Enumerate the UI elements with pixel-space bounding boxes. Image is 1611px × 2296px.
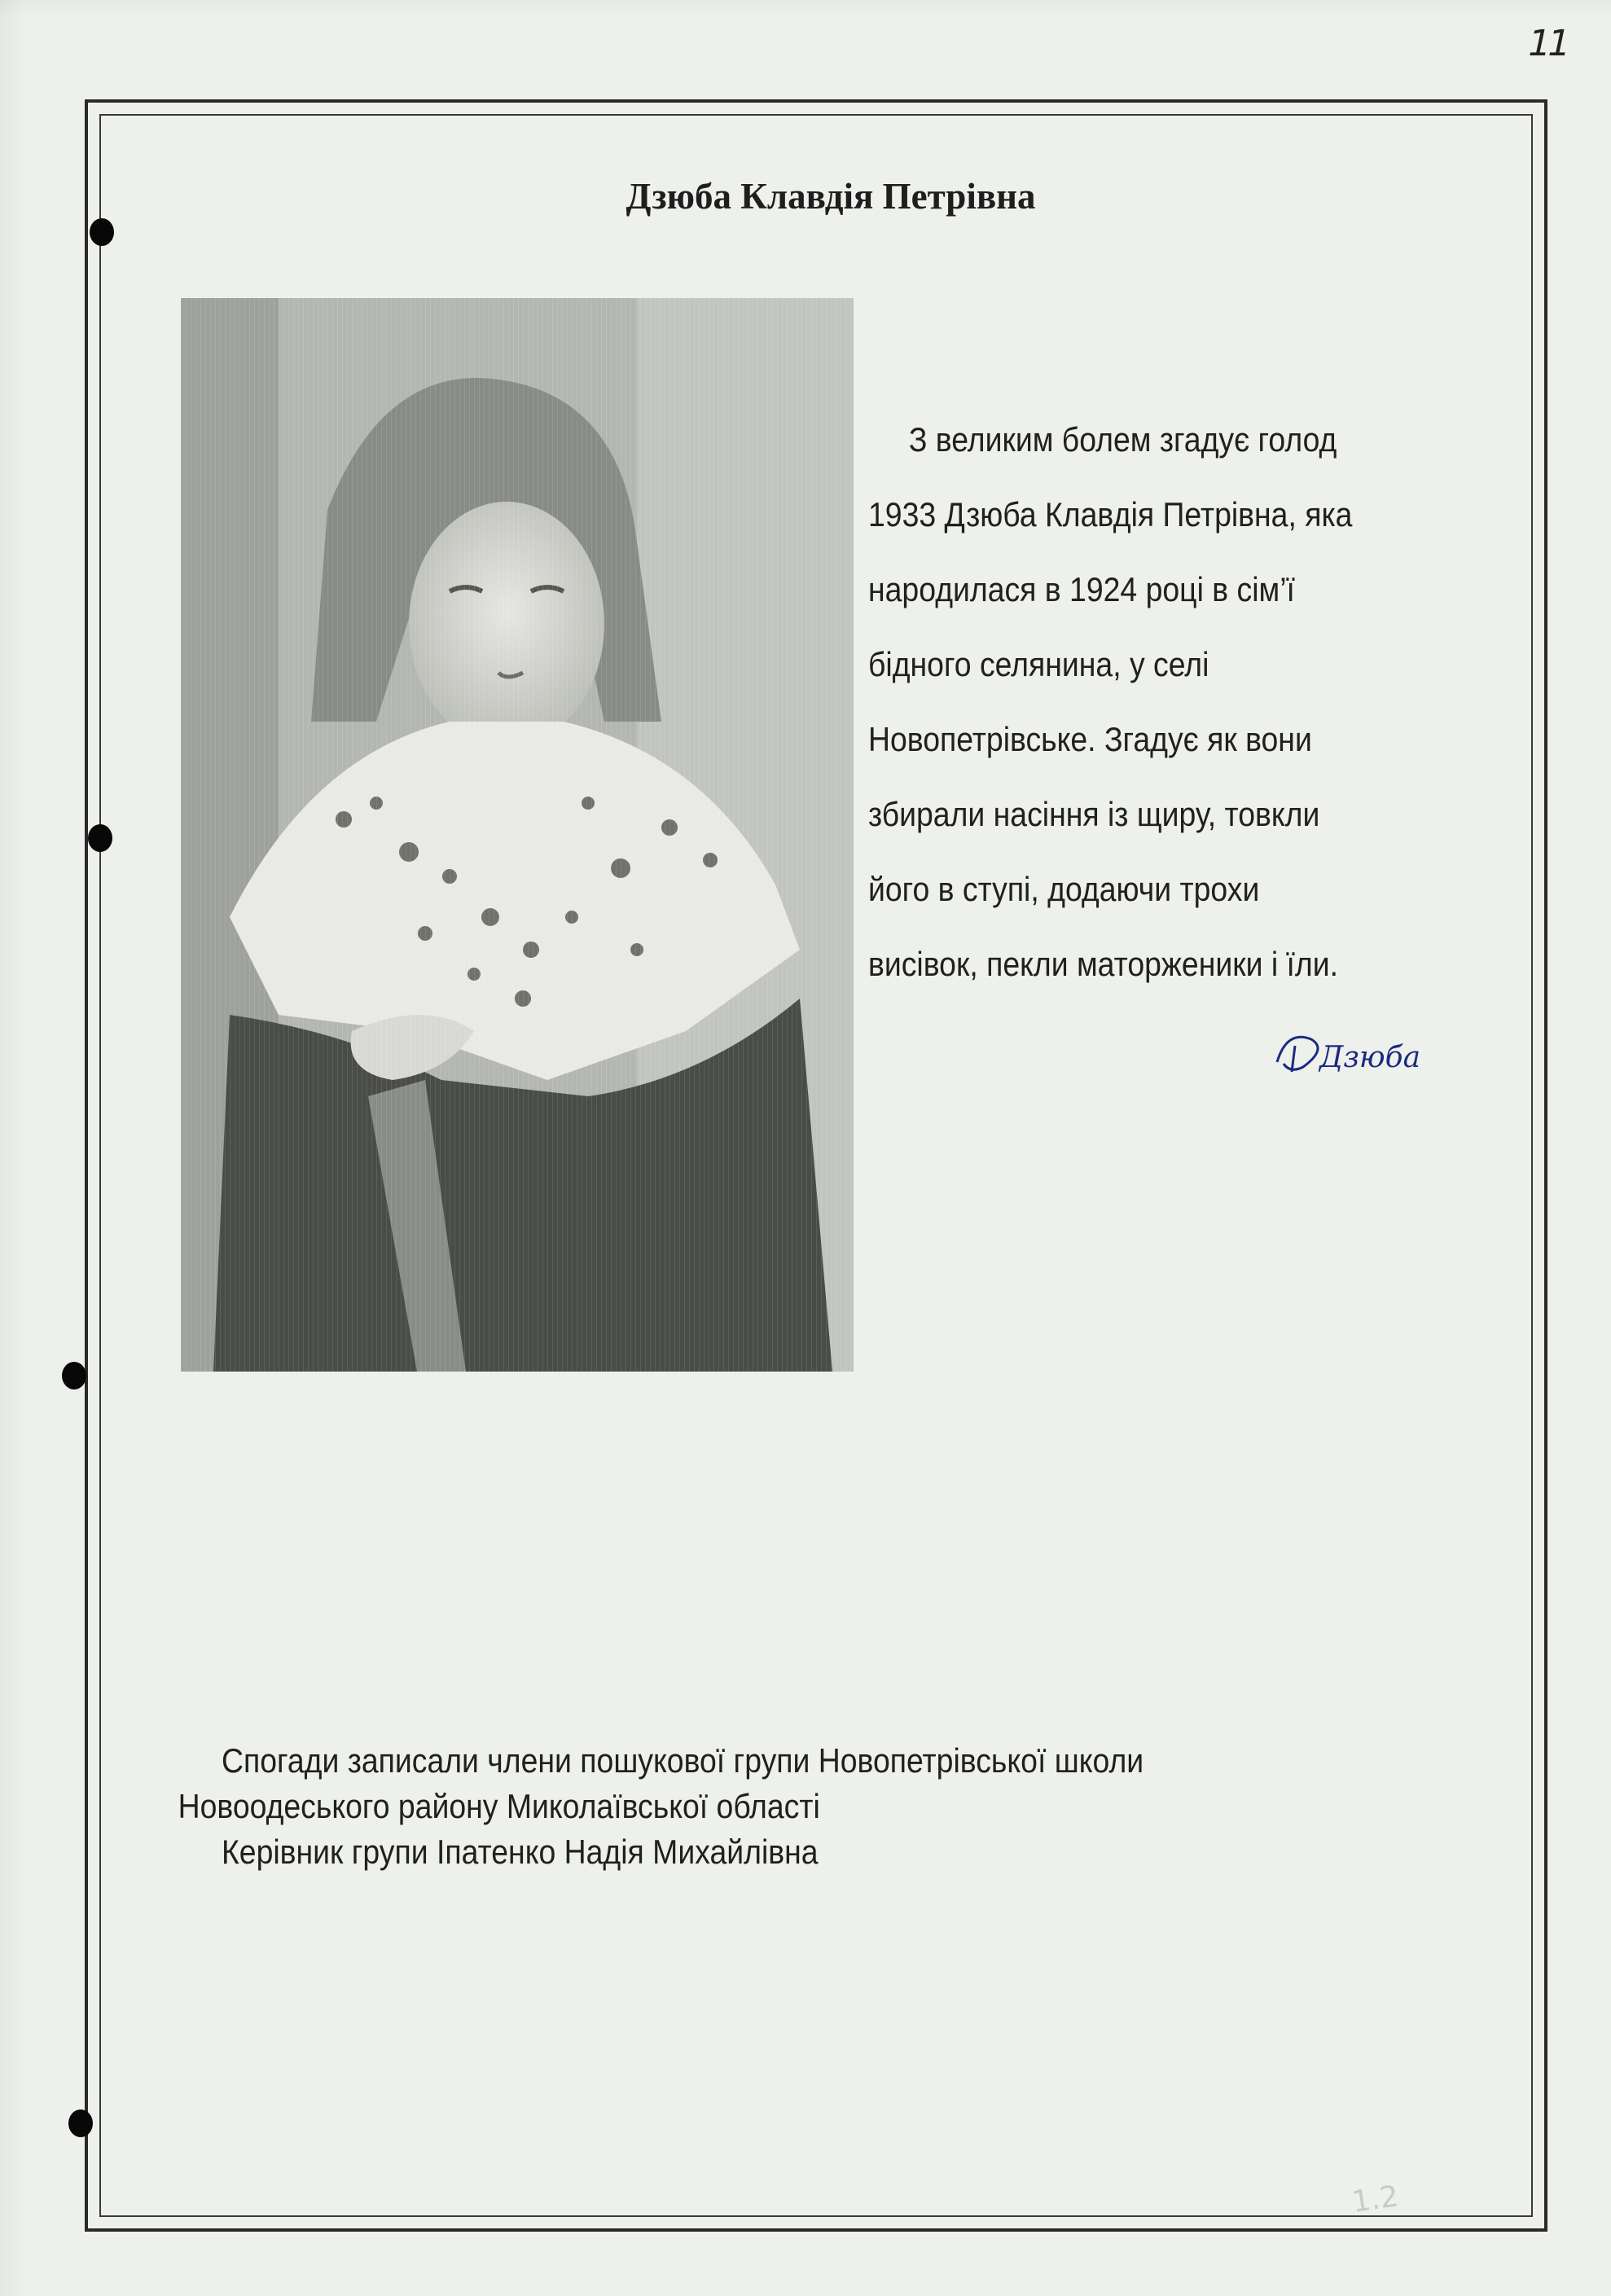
portrait-photo [181, 298, 854, 1372]
memoir-line: 1933 Дзюба Клавдія Петрівна, яка [868, 495, 1353, 533]
signature-text: Дзюба [1319, 1041, 1421, 1074]
memoir-line: бідного селянина, у селі [868, 645, 1209, 683]
page-number: 11 [1523, 23, 1572, 64]
memoir-line: народилася в 1924 році в сім’ї [868, 570, 1295, 608]
credits-block [178, 1738, 1611, 1875]
handwritten-signature [1271, 1021, 1466, 1087]
faint-page-mark: 1.2 [1350, 2180, 1401, 2219]
memoir-line: З великим болем згадує голод [908, 420, 1337, 459]
credit-line: Новоодеського району Миколаївської області [178, 1787, 820, 1825]
punch-hole-upper-middle [88, 824, 112, 852]
punch-hole-top [90, 218, 114, 246]
credit-line: Спогади записали члени пошукової групи Новопетрівської школи [222, 1741, 1144, 1780]
punch-hole-lower-middle [62, 1362, 86, 1389]
memoir-line: Новопетрівське. Згадує як вони [868, 720, 1312, 758]
document-title: Дзюба Клавдія Петрівна [626, 176, 1036, 217]
punch-hole-bottom [68, 2109, 93, 2137]
credit-line: Керівник групи Іпатенко Надія Михайлівна [222, 1833, 819, 1871]
memoir-line: збирали насіння із щиру, товкли [868, 795, 1320, 833]
memoir-text [868, 414, 1433, 1013]
memoir-line: його в ступі, додаючи трохи [868, 870, 1260, 908]
memoir-line: висівок, пекли маторженики і їли. [868, 945, 1339, 983]
